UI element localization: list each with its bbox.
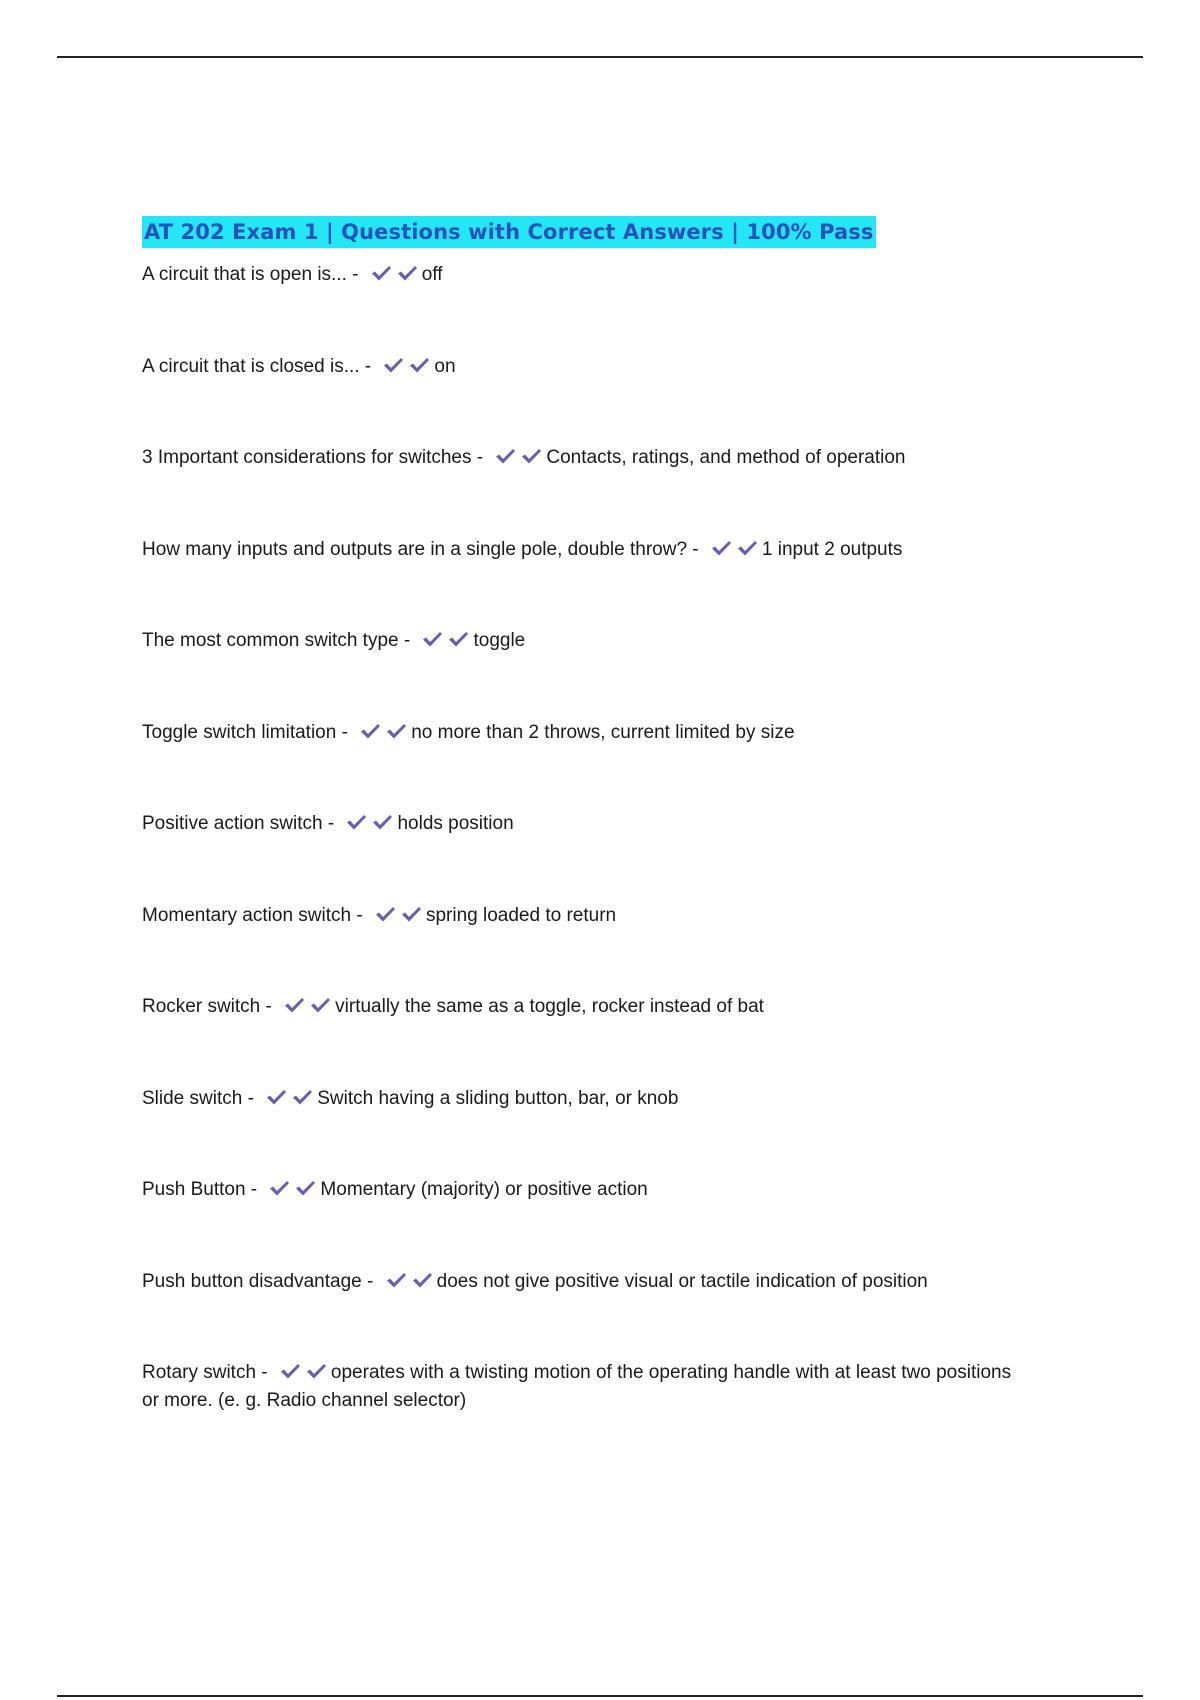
check-mark-icon [400,904,422,924]
check-mark-icon [374,904,396,924]
separator: - [242,1087,260,1109]
check-mark-icon [494,446,516,466]
answer-text: Contacts, ratings, and method of operation [546,447,906,468]
question-text: Positive action switch [142,813,323,834]
question-text: Rotary switch [142,1362,257,1383]
question-text: Push Button [142,1179,246,1200]
check-mark-icon [710,538,732,558]
answer-text: holds position [397,813,514,834]
separator: - [351,904,368,926]
check-mark-icon [736,538,758,558]
separator: - [245,1179,263,1200]
check-mark-icon [345,812,367,832]
check-mark-icon [309,995,331,1015]
answer-text: on [434,355,456,377]
list-item [142,902,1022,930]
question-text: 3 Important considerations for switches [142,447,472,468]
list-item [142,719,1022,747]
answer-text: spring loaded to return [425,904,617,926]
list-item [142,1359,1022,1415]
check-mark-icon [385,1270,407,1290]
document-title: AT 202 Exam 1 | Questions with Correct Answers | 100% Pass [142,216,876,248]
list-item [142,1085,1022,1113]
question-text: A circuit that is open is... [142,264,347,285]
check-mark-icon [291,1087,313,1107]
list-item [142,353,1022,381]
check-mark-icon [385,721,407,741]
check-mark-icon [265,1087,287,1107]
check-mark-icon [371,812,393,832]
list-item [142,261,1022,289]
question-text: How many inputs and outputs are in a single pole, double throw? [142,538,688,560]
check-mark-icon [447,629,469,649]
list-item [142,1268,1022,1296]
question-text: Rocker switch [142,996,261,1017]
list-item [142,444,1022,472]
answer-text: off [421,264,443,285]
answer-text: Switch having a sliding button, bar, or knob [317,1087,679,1109]
answer-text: toggle [473,630,526,651]
separator: - [256,1362,273,1383]
check-mark-icon [382,355,404,375]
answer-text: operates with a twisting motion of the operating handle with at least two positions or more. (e. g. Radio channel selector) [142,1362,1012,1411]
question-text: Momentary action switch [142,904,352,926]
qa-list [142,261,1022,1415]
answer-text: 1 input 2 outputs [761,538,903,560]
check-mark-icon [359,721,381,741]
check-mark-icon [396,263,418,283]
list-item [142,536,1022,564]
document-body [142,216,1022,1415]
check-mark-icon [279,1361,301,1381]
list-item [142,810,1022,838]
question-text: A circuit that is closed is... [142,355,360,377]
question-text: Slide switch [142,1087,243,1109]
separator: - [260,996,278,1017]
check-mark-icon [294,1178,316,1198]
check-mark-icon [305,1361,327,1381]
question-text: Push button disadvantage [142,1270,362,1292]
separator: - [322,813,340,834]
question-text: The most common switch type [142,630,399,651]
top-divider [57,56,1143,58]
answer-text: virtually the same as a toggle, rocker instead of bat [335,996,764,1017]
answer-text: does not give positive visual or tactile indication of position [436,1270,928,1292]
check-mark-icon [370,263,392,283]
check-mark-icon [408,355,430,375]
check-mark-icon [268,1178,290,1198]
list-item [142,627,1022,655]
separator: - [336,721,354,743]
separator: - [687,538,704,560]
bottom-divider [57,1695,1143,1697]
separator: - [398,630,416,651]
list-item [142,993,1022,1021]
question-text: Toggle switch limitation [142,721,337,743]
separator: - [359,355,377,377]
check-mark-icon [520,446,542,466]
separator: - [361,1270,379,1292]
answer-text: no more than 2 throws, current limited by size [411,721,795,743]
check-mark-icon [283,995,305,1015]
check-mark-icon [421,629,443,649]
separator: - [471,447,489,468]
separator: - [346,264,364,285]
list-item [142,1176,1022,1204]
check-mark-icon [411,1270,433,1290]
answer-text: Momentary (majority) or positive action [320,1179,648,1200]
